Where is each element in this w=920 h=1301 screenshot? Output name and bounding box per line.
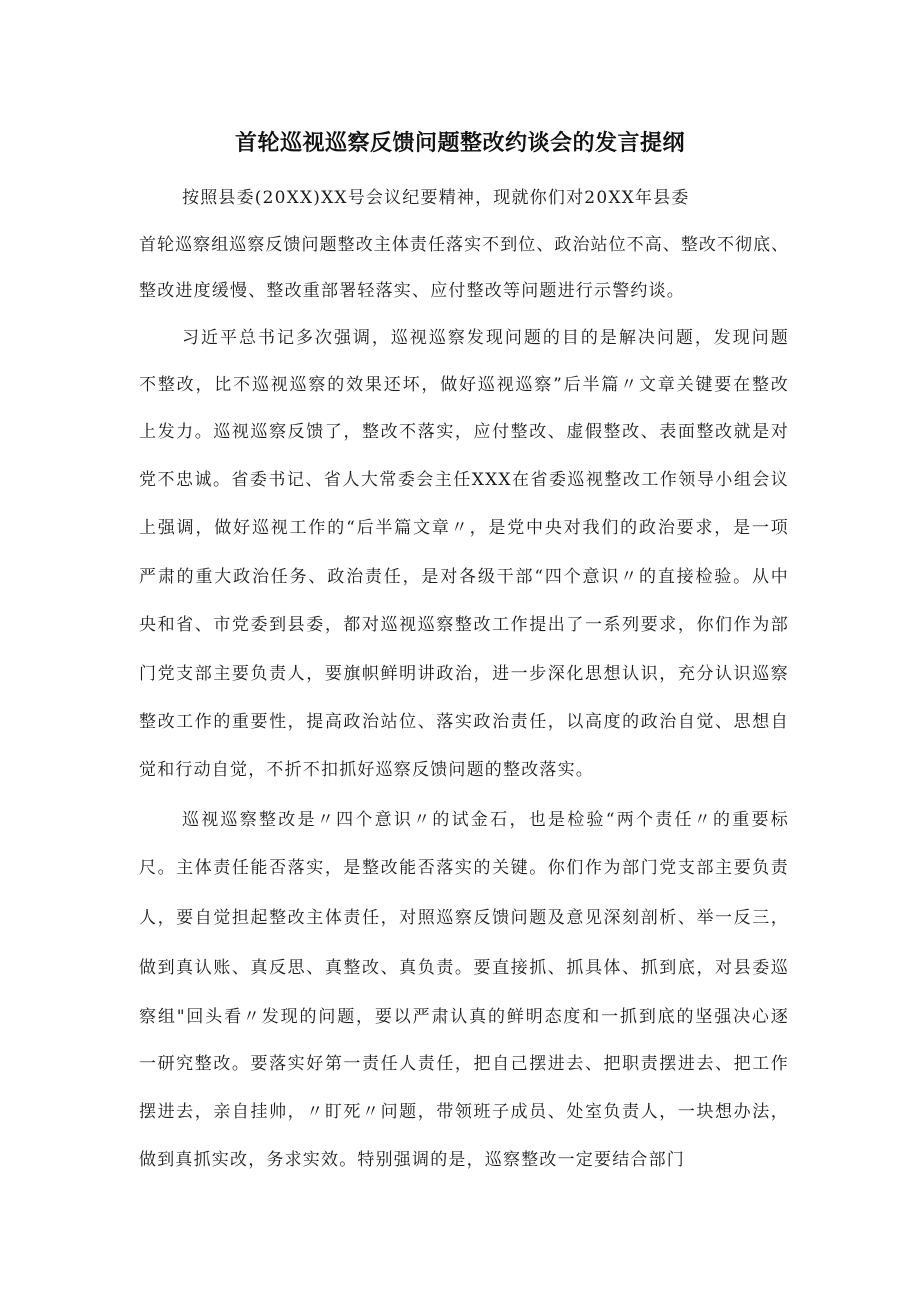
paragraph-2-line-6: 严肃的重大政治任务、政治责任，是对各级干部“四个意识〃的直接检验。从中 (139, 567, 789, 587)
paragraph-2-line-1: 习近平总书记多次强调，巡视巡察发现问题的目的是解决问题，发现问题 (182, 328, 789, 348)
paragraph-1-line-3: 整改进度缓慢、整改重部署轻落实、应付整改等问题进行示警约谈。 (139, 281, 685, 301)
paragraph-3-line-2: 尺。主体责任能否落实，是整改能否落实的关键。你们作为部门党支部主要负责 (139, 858, 789, 878)
paragraph-2-line-4: 党不忠诚。省委书记、省人大常委会主任XXX在省委巡视整改工作领导小组会议 (139, 470, 789, 490)
paragraph-2-line-2: 不整改，比不巡视巡察的效果还坏，做好巡视巡察”后半篇〃文章关键要在整改 (139, 375, 789, 395)
page-title: 首轮巡视巡察反馈问题整改约谈会的发言提纲 (234, 131, 685, 156)
paragraph-1-line-2: 首轮巡察组巡察反馈问题整改主体责任落实不到位、政治站位不高、整改不彻底、 (139, 235, 789, 255)
paragraph-3-line-7: 摆进去，亲自挂帅，〃盯死〃问题，带领班子成员、处室负责人，一块想办法， (139, 1102, 789, 1122)
paragraph-2-line-9: 整改工作的重要性，提高政治站位、落实政治责任，以高度的政治自觉、思想自 (139, 712, 789, 732)
paragraph-2-line-8: 门党支部主要负责人，要旗帜鲜明讲政治，进一步深化思想认识，充分认识巡察 (139, 664, 789, 684)
paragraph-3-line-5: 察组"回头看〃发现的问题，要以严肃认真的鲜明态度和一抓到底的坚强决心逐 (139, 1007, 789, 1027)
paragraph-3-line-3: 人，要自觉担起整改主体责任，对照巡察反馈问题及意见深刻剖析、举一反三， (139, 908, 789, 928)
paragraph-2-line-5: 上强调，做好巡视工作的“后半篇文章〃，是党中央对我们的政治要求，是一项 (139, 518, 789, 538)
paragraph-3-line-6: 一研究整改。要落实好第一责任人责任，把自己摆进去、把职责摆进去、把工作 (139, 1054, 789, 1074)
paragraph-3-line-1: 巡视巡察整改是〃四个意识〃的试金石，也是检验“两个责任〃的重要标 (182, 810, 789, 830)
paragraph-3-line-4: 做到真认账、真反思、真整改、真负责。要直接抓、抓具体、抓到底，对县委巡 (139, 958, 789, 978)
paragraph-2-line-10: 觉和行动自觉，不折不扣抓好巡察反馈问题的整改落实。 (139, 760, 594, 780)
paragraph-2-line-7: 央和省、市党委到县委，都对巡视巡察整改工作提出了一系列要求，你们作为部 (139, 615, 789, 635)
paragraph-3-line-8: 做到真抓实改，务求实效。特别强调的是，巡察整改一定要结合部门 (139, 1150, 685, 1170)
paragraph-2-line-3: 上发力。巡视巡察反馈了，整改不落实，应付整改、虚假整改、表面整改就是对 (139, 422, 789, 442)
paragraph-1-line-1: 按照县委(20XX)XX号会议纪要精神，现就你们对20XX年县委 (182, 188, 690, 208)
